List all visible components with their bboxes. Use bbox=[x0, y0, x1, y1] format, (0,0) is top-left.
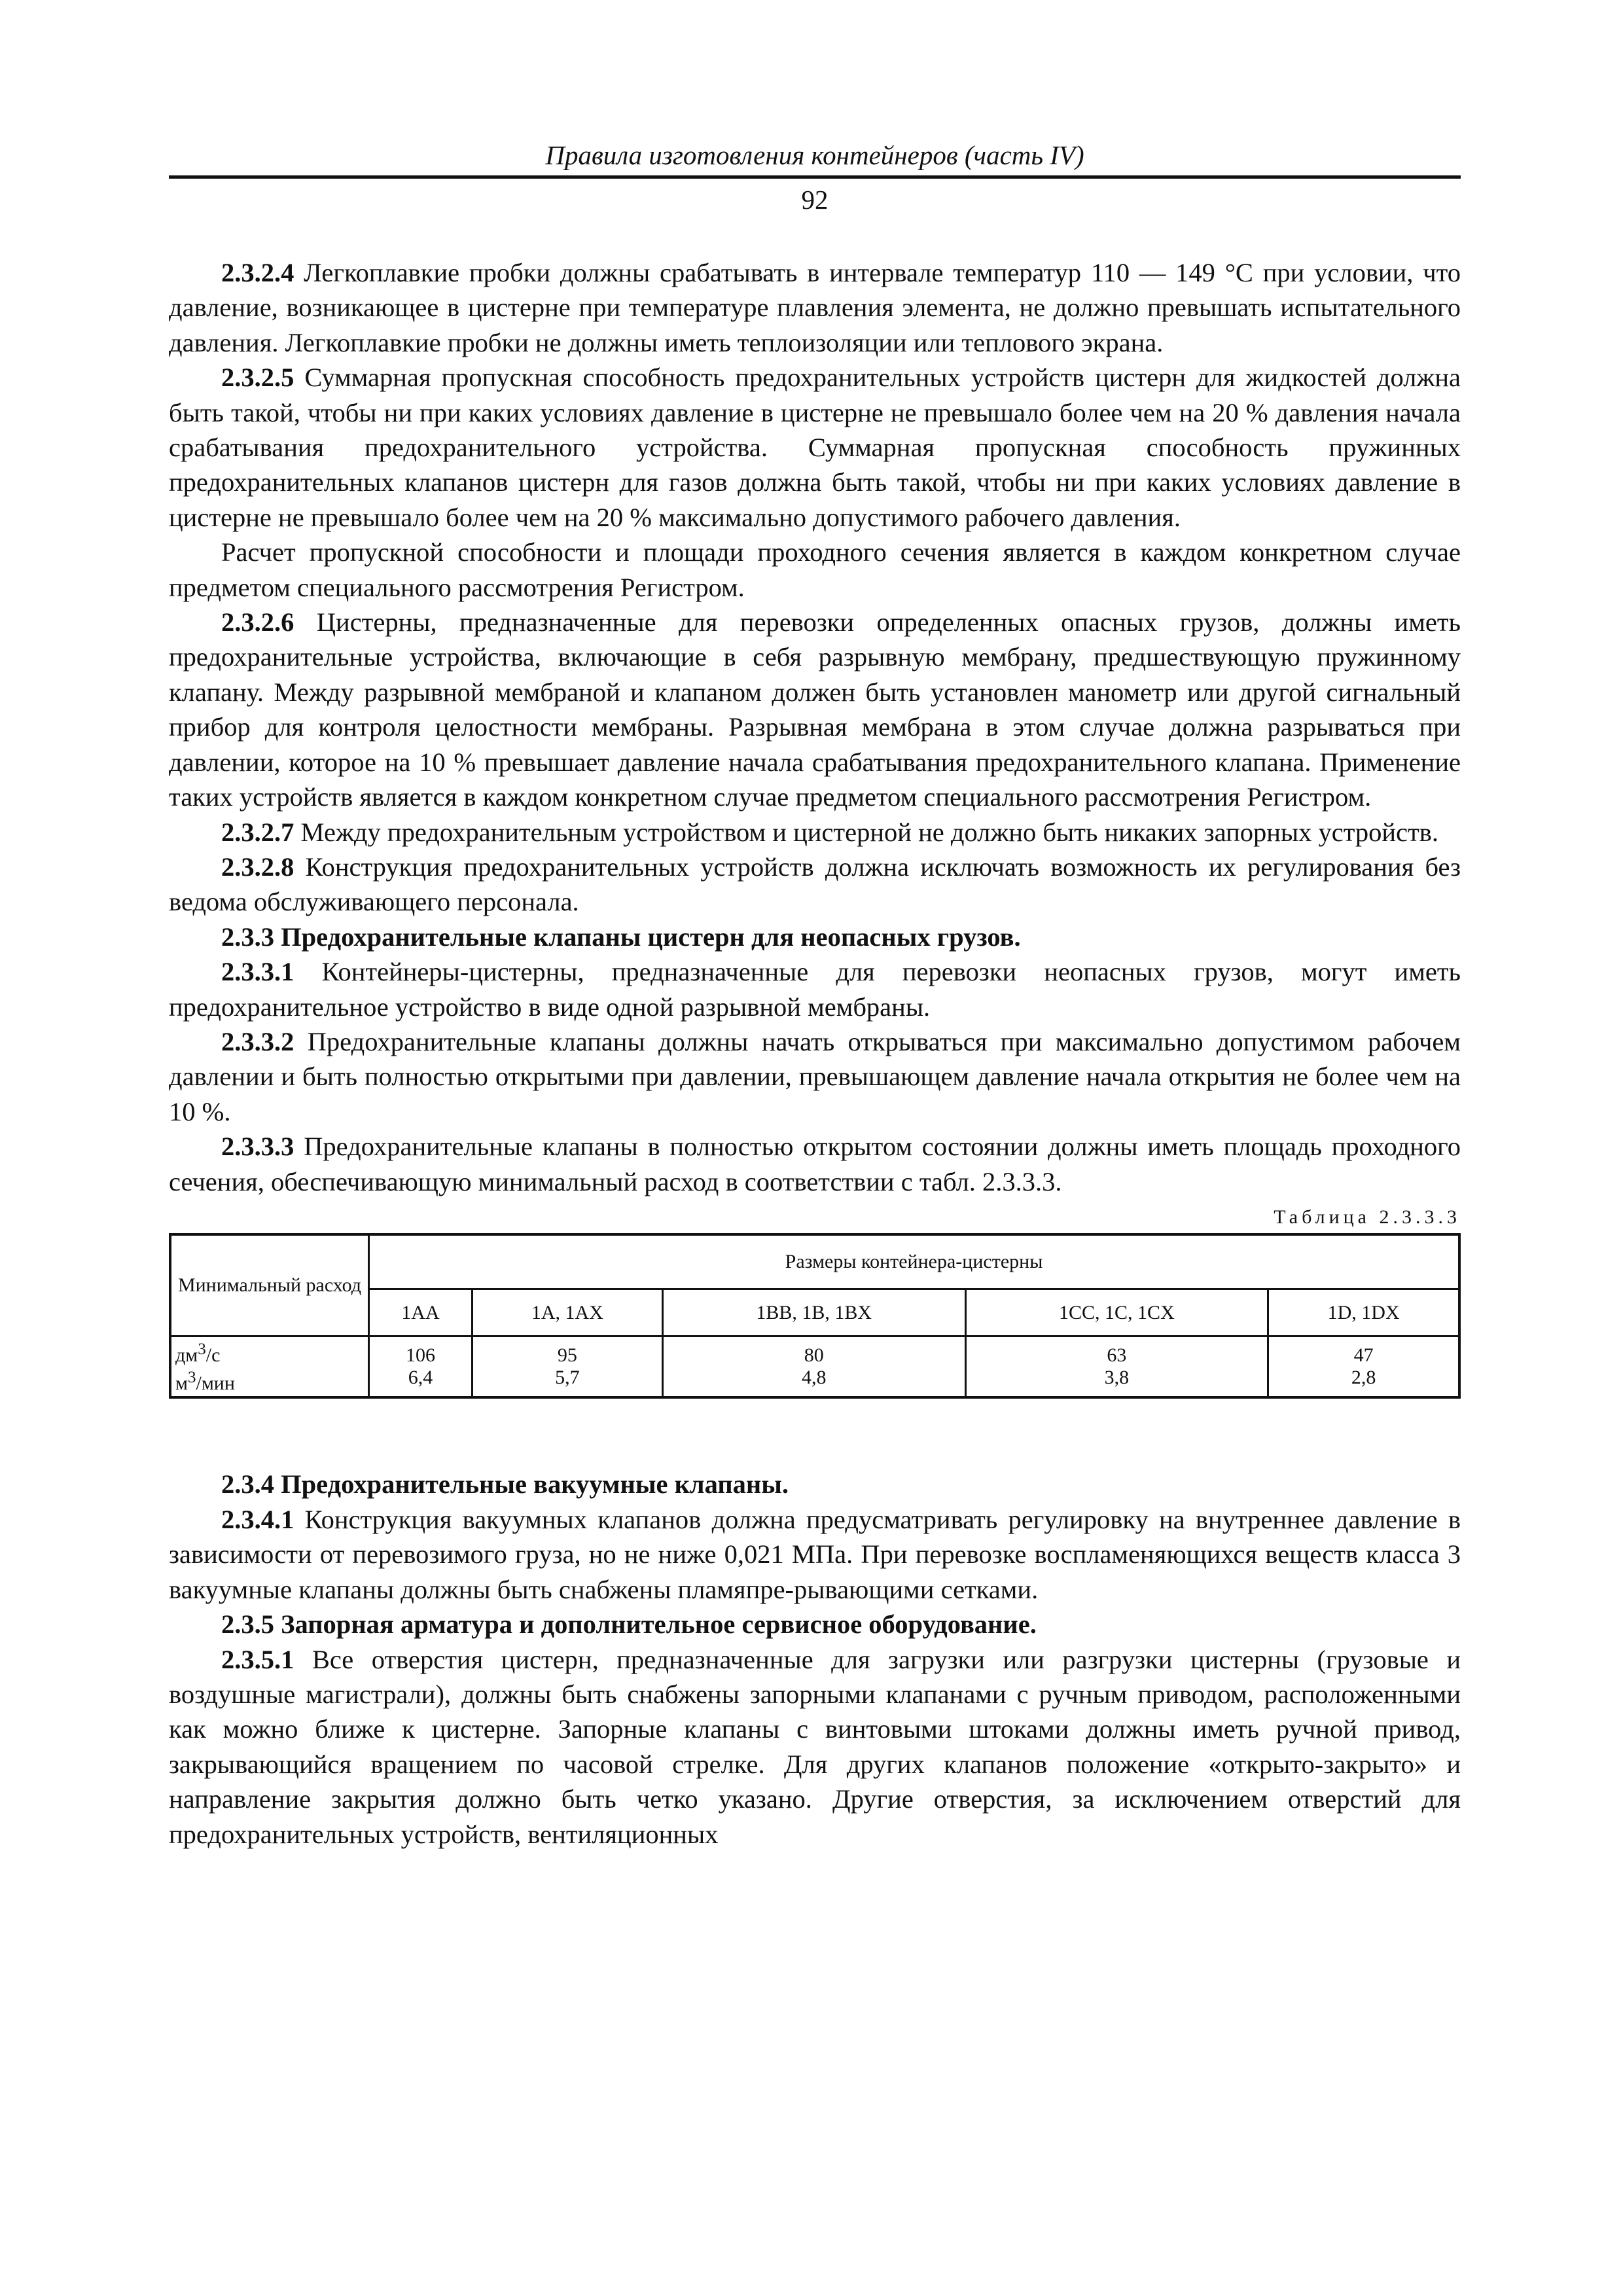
table-column-header: 1BB, 1B, 1BX bbox=[662, 1289, 965, 1336]
table-column-header: 1AA bbox=[369, 1289, 473, 1336]
table-column-header: 1D, 1DX bbox=[1268, 1289, 1459, 1336]
clause-text: Цистерны, предназначенные для перевозки определенных опасных грузов, должны иметь предохранительные устройства, включающие в себя разрывную мембрану, предшествующую пружинному клапану. Между разрывной мембраной и клапаном должен быть установлен манометр или другой сигнальный прибор для контроля целостности мембраны. Разрывная мембрана в этом случае должна разрываться при давлении, которое на 10 % превышает давление начала срабатывания предохранительного клапана. Применение таких устройств является в каждом конкретном случае предметом специального рассмотрения Регистром. bbox=[169, 607, 1461, 812]
table-cell: 47 2,8 bbox=[1268, 1336, 1459, 1398]
paragraph-2-3-2-8 bbox=[169, 850, 1461, 920]
clause-number: 2.3.2.6 bbox=[221, 607, 294, 637]
clause-number: 2.3.5.1 bbox=[221, 1644, 294, 1674]
paragraph-2-3-3-1 bbox=[169, 954, 1461, 1024]
clause-text: Легкоплавкие пробки должны срабатывать в интервале температур 110 — 149 °С при условии, что давление, возникающее в цистерне при температуре плавления элемента, не должно превышать испытательного давления. Легкоплавкие пробки не должны иметь теплоизоляции или теплового экрана. bbox=[169, 258, 1461, 357]
clause-text: Между предохранительным устройством и цистерной не должно быть никаких запорных устройств. bbox=[300, 817, 1439, 847]
paragraph-2-3-3-2 bbox=[169, 1024, 1461, 1129]
clause-number: 2.3.2.8 bbox=[221, 852, 294, 882]
table-column-header: 1CC, 1C, 1CX bbox=[965, 1289, 1268, 1336]
clause-text: Расчет пропускной способности и площади проходного сечения является в каждом конкретном случае предметом специального рассмотрения Регистром. bbox=[169, 537, 1461, 602]
section-heading-2-3-4: 2.3.4 Предохранительные вакуумные клапаны. bbox=[221, 1469, 789, 1499]
clause-text: Суммарная пропускная способность предохранительных устройств цистерн для жидкостей должна быть такой, чтобы ни при каких условиях давление в цистерне не превышало более чем на 20 % давления начала срабатывания предохранительного устройства. Суммарная пропускная способность пружинных предохранительных клапанов цистерн для газов должна быть такой, чтобы ни при каких условиях давление в цистерне не превышало более чем на 20 % максимально допустимого рабочего давления. bbox=[169, 363, 1461, 532]
flow-rate-table bbox=[169, 1233, 1461, 1399]
section-heading-2-3-5: 2.3.5 Запорная арматура и дополнительное сервисное оборудование. bbox=[221, 1609, 1037, 1640]
clause-text: Конструкция предохранительных устройств должна исключать возможность их регулирования без ведома обслуживающего персонала. bbox=[169, 852, 1461, 917]
table-header-row bbox=[170, 1234, 1459, 1289]
paragraph-2-3-2-5 bbox=[169, 360, 1461, 535]
paragraph-2-3-4-1 bbox=[169, 1502, 1461, 1607]
table-column-header: 1A, 1AX bbox=[472, 1289, 662, 1336]
clause-number: 2.3.2.4 bbox=[221, 258, 294, 287]
unit-dm3-per-s: $дм^3/с$ bbox=[175, 1340, 221, 1367]
clause-text: Все отверстия цистерн, предназначенные для загрузки или разгрузки цистерны (грузовые и воздушные магистрали), должны быть снабжены запорными клапанами с ручным приводом, расположенными как можно ближе к цистерне. Запорные клапаны с винтовыми штоками должны иметь ручной привод, закрывающийся вращением по часовой стрелке. Для других клапанов положение «открыто-закрыто» и направление закрытия должно быть четко указано. Другие отверстия, за исключением отверстий для предохранительных устройств, вентиляционных bbox=[169, 1644, 1461, 1849]
table-cell: 106 6,4 bbox=[369, 1336, 473, 1398]
table-cell: 95 5,7 bbox=[472, 1336, 662, 1398]
table-caption: Таблица 2.3.3.3 bbox=[1274, 1206, 1461, 1228]
clause-number: 2.3.2.5 bbox=[221, 363, 294, 393]
clause-number: 2.3.2.7 bbox=[221, 817, 294, 847]
spacer bbox=[169, 1399, 1461, 1467]
clause-number: 2.3.4.1 bbox=[221, 1504, 294, 1534]
paragraph-2-3-2-7 bbox=[169, 815, 1461, 850]
clause-text: Конструкция вакуумных клапанов должна предусматривать регулировку на внутреннее давление в зависимости от перевозимого груза, но не ниже 0,021 МПа. При перевозке воспламеняющихся веществ класса 3 вакуумные клапаны должны быть снабжены пламяпре-рывающими сетками. bbox=[169, 1504, 1461, 1604]
table-group-label: Размеры контейнера-цистерны bbox=[369, 1234, 1460, 1289]
clause-text: Предохранительные клапаны в полностью открытом состоянии должны иметь площадь проходного сечения, обеспечивающую минимальный расход в соответствии с табл. 2.3.3.3. bbox=[169, 1132, 1461, 1196]
header-rule bbox=[169, 175, 1461, 179]
paragraph-2-3-2-6 bbox=[169, 605, 1461, 814]
page-number: 92 bbox=[801, 185, 829, 215]
clause-text: Предохранительные клапаны должны начать открываться при максимально допустимом рабочем давлении и быть полностью открытыми при давлении, превышающем давление начала открытия не более чем на 10 %. bbox=[169, 1026, 1461, 1126]
paragraph-2-3-3-3 bbox=[169, 1129, 1461, 1199]
clause-text: Контейнеры-цистерны, предназначенные для перевозки неопасных грузов, могут иметь предохранительное устройство в виде одной разрывной мембраны. bbox=[169, 957, 1461, 1022]
body-text bbox=[169, 255, 1461, 1852]
table-cell: 63 3,8 bbox=[965, 1336, 1268, 1398]
table-unit-cell bbox=[170, 1336, 369, 1398]
running-title: Правила изготовления контейнеров (часть IV) bbox=[545, 140, 1084, 170]
paragraph-2-3-2-5-note bbox=[169, 535, 1461, 605]
paragraph-2-3-5-1 bbox=[169, 1642, 1461, 1852]
table-rowhead-label: Минимальный расход bbox=[170, 1234, 369, 1336]
table-cell: 80 4,8 bbox=[662, 1336, 965, 1398]
section-heading-2-3-3: 2.3.3 Предохранительные клапаны цистерн для неопасных грузов. bbox=[221, 922, 1021, 952]
clause-number: 2.3.3.2 bbox=[221, 1026, 294, 1056]
table-row bbox=[170, 1336, 1459, 1398]
clause-number: 2.3.3.1 bbox=[221, 957, 294, 987]
paragraph-2-3-2-4 bbox=[169, 255, 1461, 360]
unit-m3-per-min: $м^3$/мин bbox=[175, 1369, 235, 1395]
clause-number: 2.3.3.3 bbox=[221, 1132, 294, 1162]
